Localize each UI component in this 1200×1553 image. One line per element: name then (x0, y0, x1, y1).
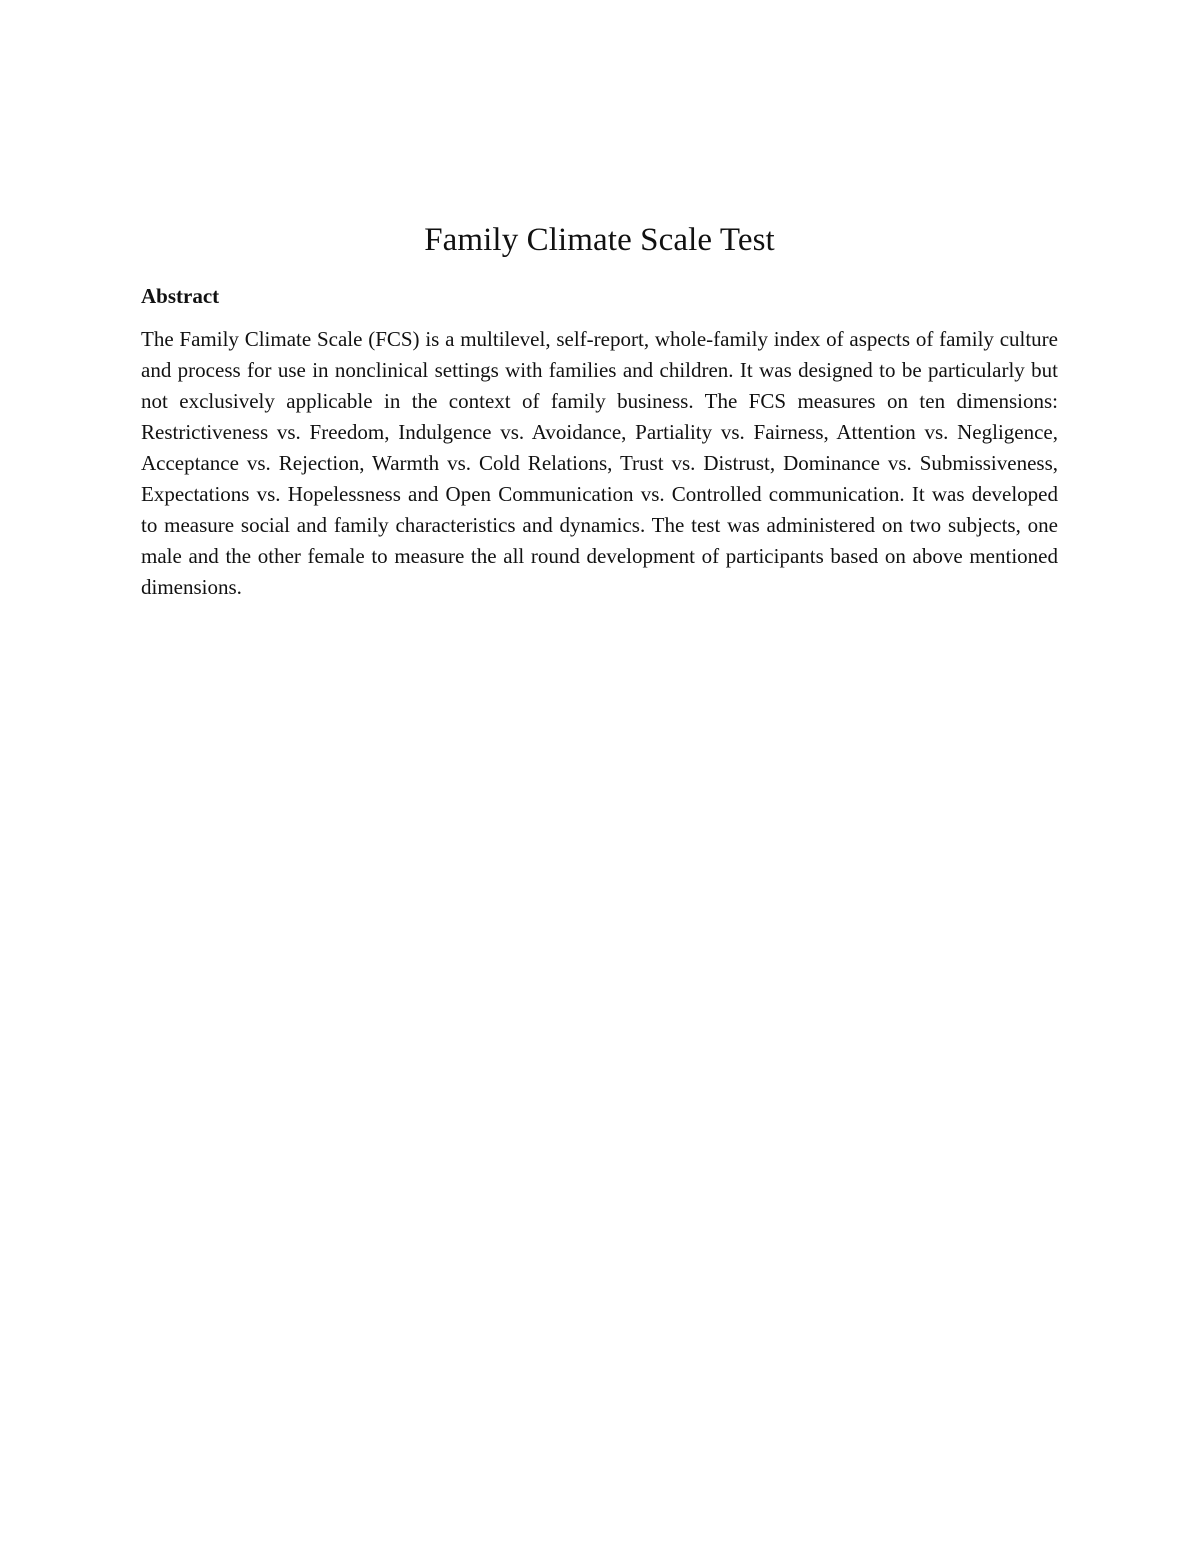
abstract-paragraph: The Family Climate Scale (FCS) is a multilevel, self-report, whole-family index of aspects of family culture and process for use in nonclinical settings with families and children. It was designed to be particularly but not exclusively applicable in the context of family business. The FCS measures on ten dimensions: Restrictiveness vs. Freedom, Indulgence vs. Avoidance, Partiality vs. Fairness, Attention vs. Negligence, Acceptance vs. Rejection, Warmth vs. Cold Relations, Trust vs. Distrust, Dominance vs. Submissiveness, Expectations vs. Hopelessness and Open Communication vs. Controlled communication. It was developed to measure social and family characteristics and dynamics. The test was administered on two subjects, one male and the other female to measure the all round development of participants based on above mentioned dimensions. (141, 327, 1058, 599)
abstract-section (141, 281, 1058, 603)
document-title: Family Climate Scale Test (424, 222, 775, 258)
abstract-heading: Abstract (141, 284, 220, 308)
document-content (141, 216, 1058, 603)
